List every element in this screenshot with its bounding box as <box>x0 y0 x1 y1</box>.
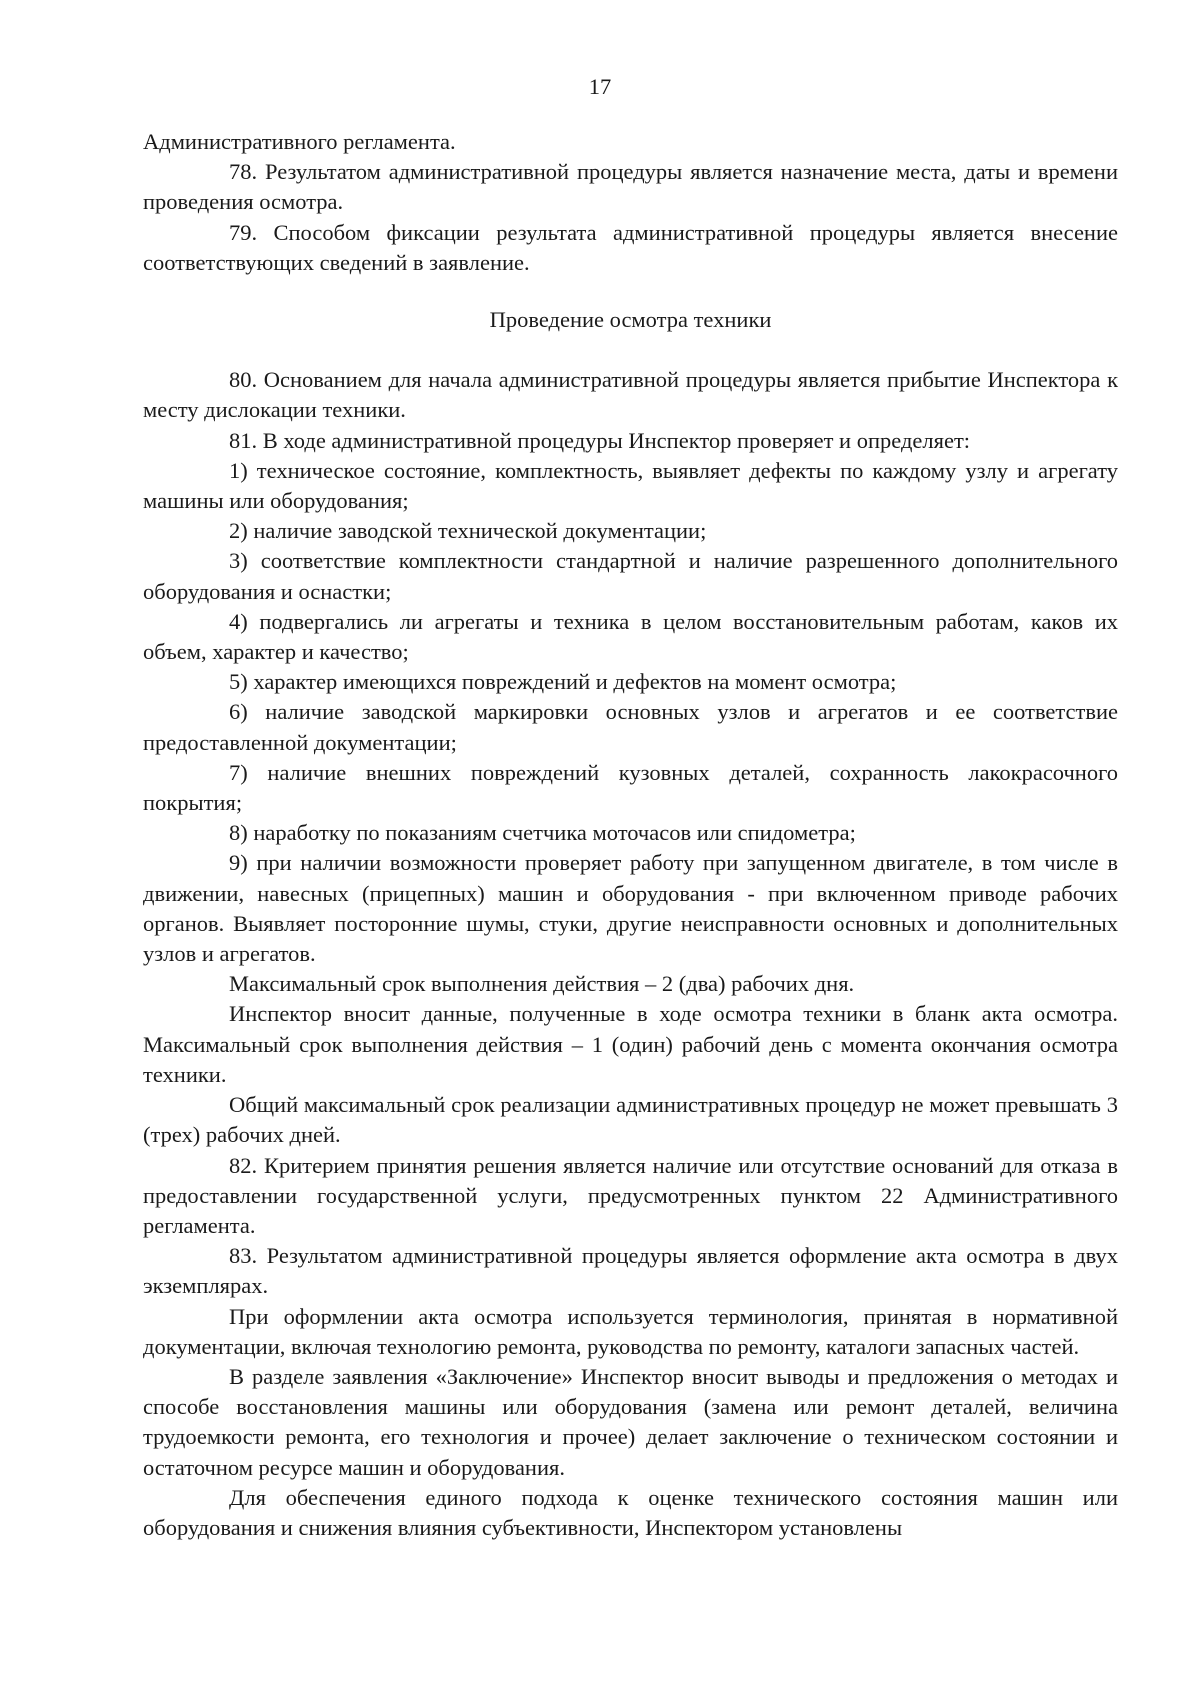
document-body <box>143 127 1118 1543</box>
list-item: 5) характер имеющихся повреждений и дефектов на момент осмотра; <box>229 669 897 695</box>
list-item: 4) подвергались ли агрегаты и техника в целом восстановительным работам, каков их объем, характер и качество; <box>143 608 1118 665</box>
paragraph: 80. Основанием для начала административной процедуры является прибытие Инспектора к месту дислокации техники. <box>143 367 1118 423</box>
list-item: 1) техническое состояние, комплектность, выявляет дефекты по каждому узлу и агрегату машины или оборудования; <box>143 457 1118 514</box>
list-item: 2) наличие заводской технической документации; <box>229 518 707 544</box>
paragraph: 79. Способом фиксации результата административной процедуры является внесение соответствующих сведений в заявление. <box>143 219 1118 275</box>
paragraph: Инспектор вносит данные, полученные в ходе осмотра техники в бланк акта осмотра. Максимальный срок выполнения действия – 1 (один) рабочий день с момента окончания осмотра техники. <box>143 1001 1118 1087</box>
page-number: 17 <box>588 74 612 99</box>
paragraph: Для обеспечения единого подхода к оценке технического состояния машин или оборудования и снижения влияния субъективности, Инспектором установлены <box>143 1484 1118 1540</box>
paragraph: Административного регламента. <box>143 129 456 154</box>
paragraph: 81. В ходе административной процедуры Инспектор проверяет и определяет: <box>229 427 971 453</box>
paragraph: 82. Критерием принятия решения является наличие или отсутствие оснований для отказа в предоставлении государственной услуги, предусмотренных пунктом 22 Административного регламента. <box>143 1152 1118 1238</box>
paragraph: 83. Результатом административной процедуры является оформление акта осмотра в двух экземплярах. <box>143 1243 1118 1299</box>
paragraph: В разделе заявления «Заключение» Инспектор вносит выводы и предложения о методах и способе восстановления машины или оборудования (замена или ремонт деталей, величина трудоемкости ремонта, его технология и прочее) делает заключение о техническом состоянии и остаточном ресурсе машин и оборудования. <box>143 1363 1118 1480</box>
list-item: 7) наличие внешних повреждений кузовных деталей, сохранность лакокрасочного покрытия; <box>143 759 1118 816</box>
list-item: 9) при наличии возможности проверяет работу при запущенном двигателе, в том числе в движении, навесных (прицепных) машин и оборудования - при включенном приводе рабочих органов. Выявляет посторонние шумы, стуки, другие неисправности основных и дополнительных узлов и агрегатов. <box>143 850 1118 967</box>
list-item: 6) наличие заводской маркировки основных узлов и агрегатов и ее соответствие предоставленной документации; <box>143 699 1118 755</box>
paragraph: Общий максимальный срок реализации административных процедур не может превышать 3 (трех) рабочих дней. <box>143 1092 1118 1148</box>
section-heading: Проведение осмотра техники <box>489 307 772 333</box>
paragraph: При оформлении акта осмотра используется терминология, принятая в нормативной документации, включая технологию ремонта, руководства по ремонту, каталоги запасных частей. <box>143 1303 1118 1359</box>
paragraph: 78. Результатом административной процедуры является назначение места, даты и времени проведения осмотра. <box>143 159 1118 215</box>
paragraph: Максимальный срок выполнения действия – 2 (два) рабочих дня. <box>229 971 855 997</box>
list-item: 8) наработку по показаниям счетчика моточасов или спидометра; <box>229 820 856 846</box>
list-item: 3) соответствие комплектности стандартной и наличие разрешенного дополнительного оборудования и оснастки; <box>143 548 1118 604</box>
